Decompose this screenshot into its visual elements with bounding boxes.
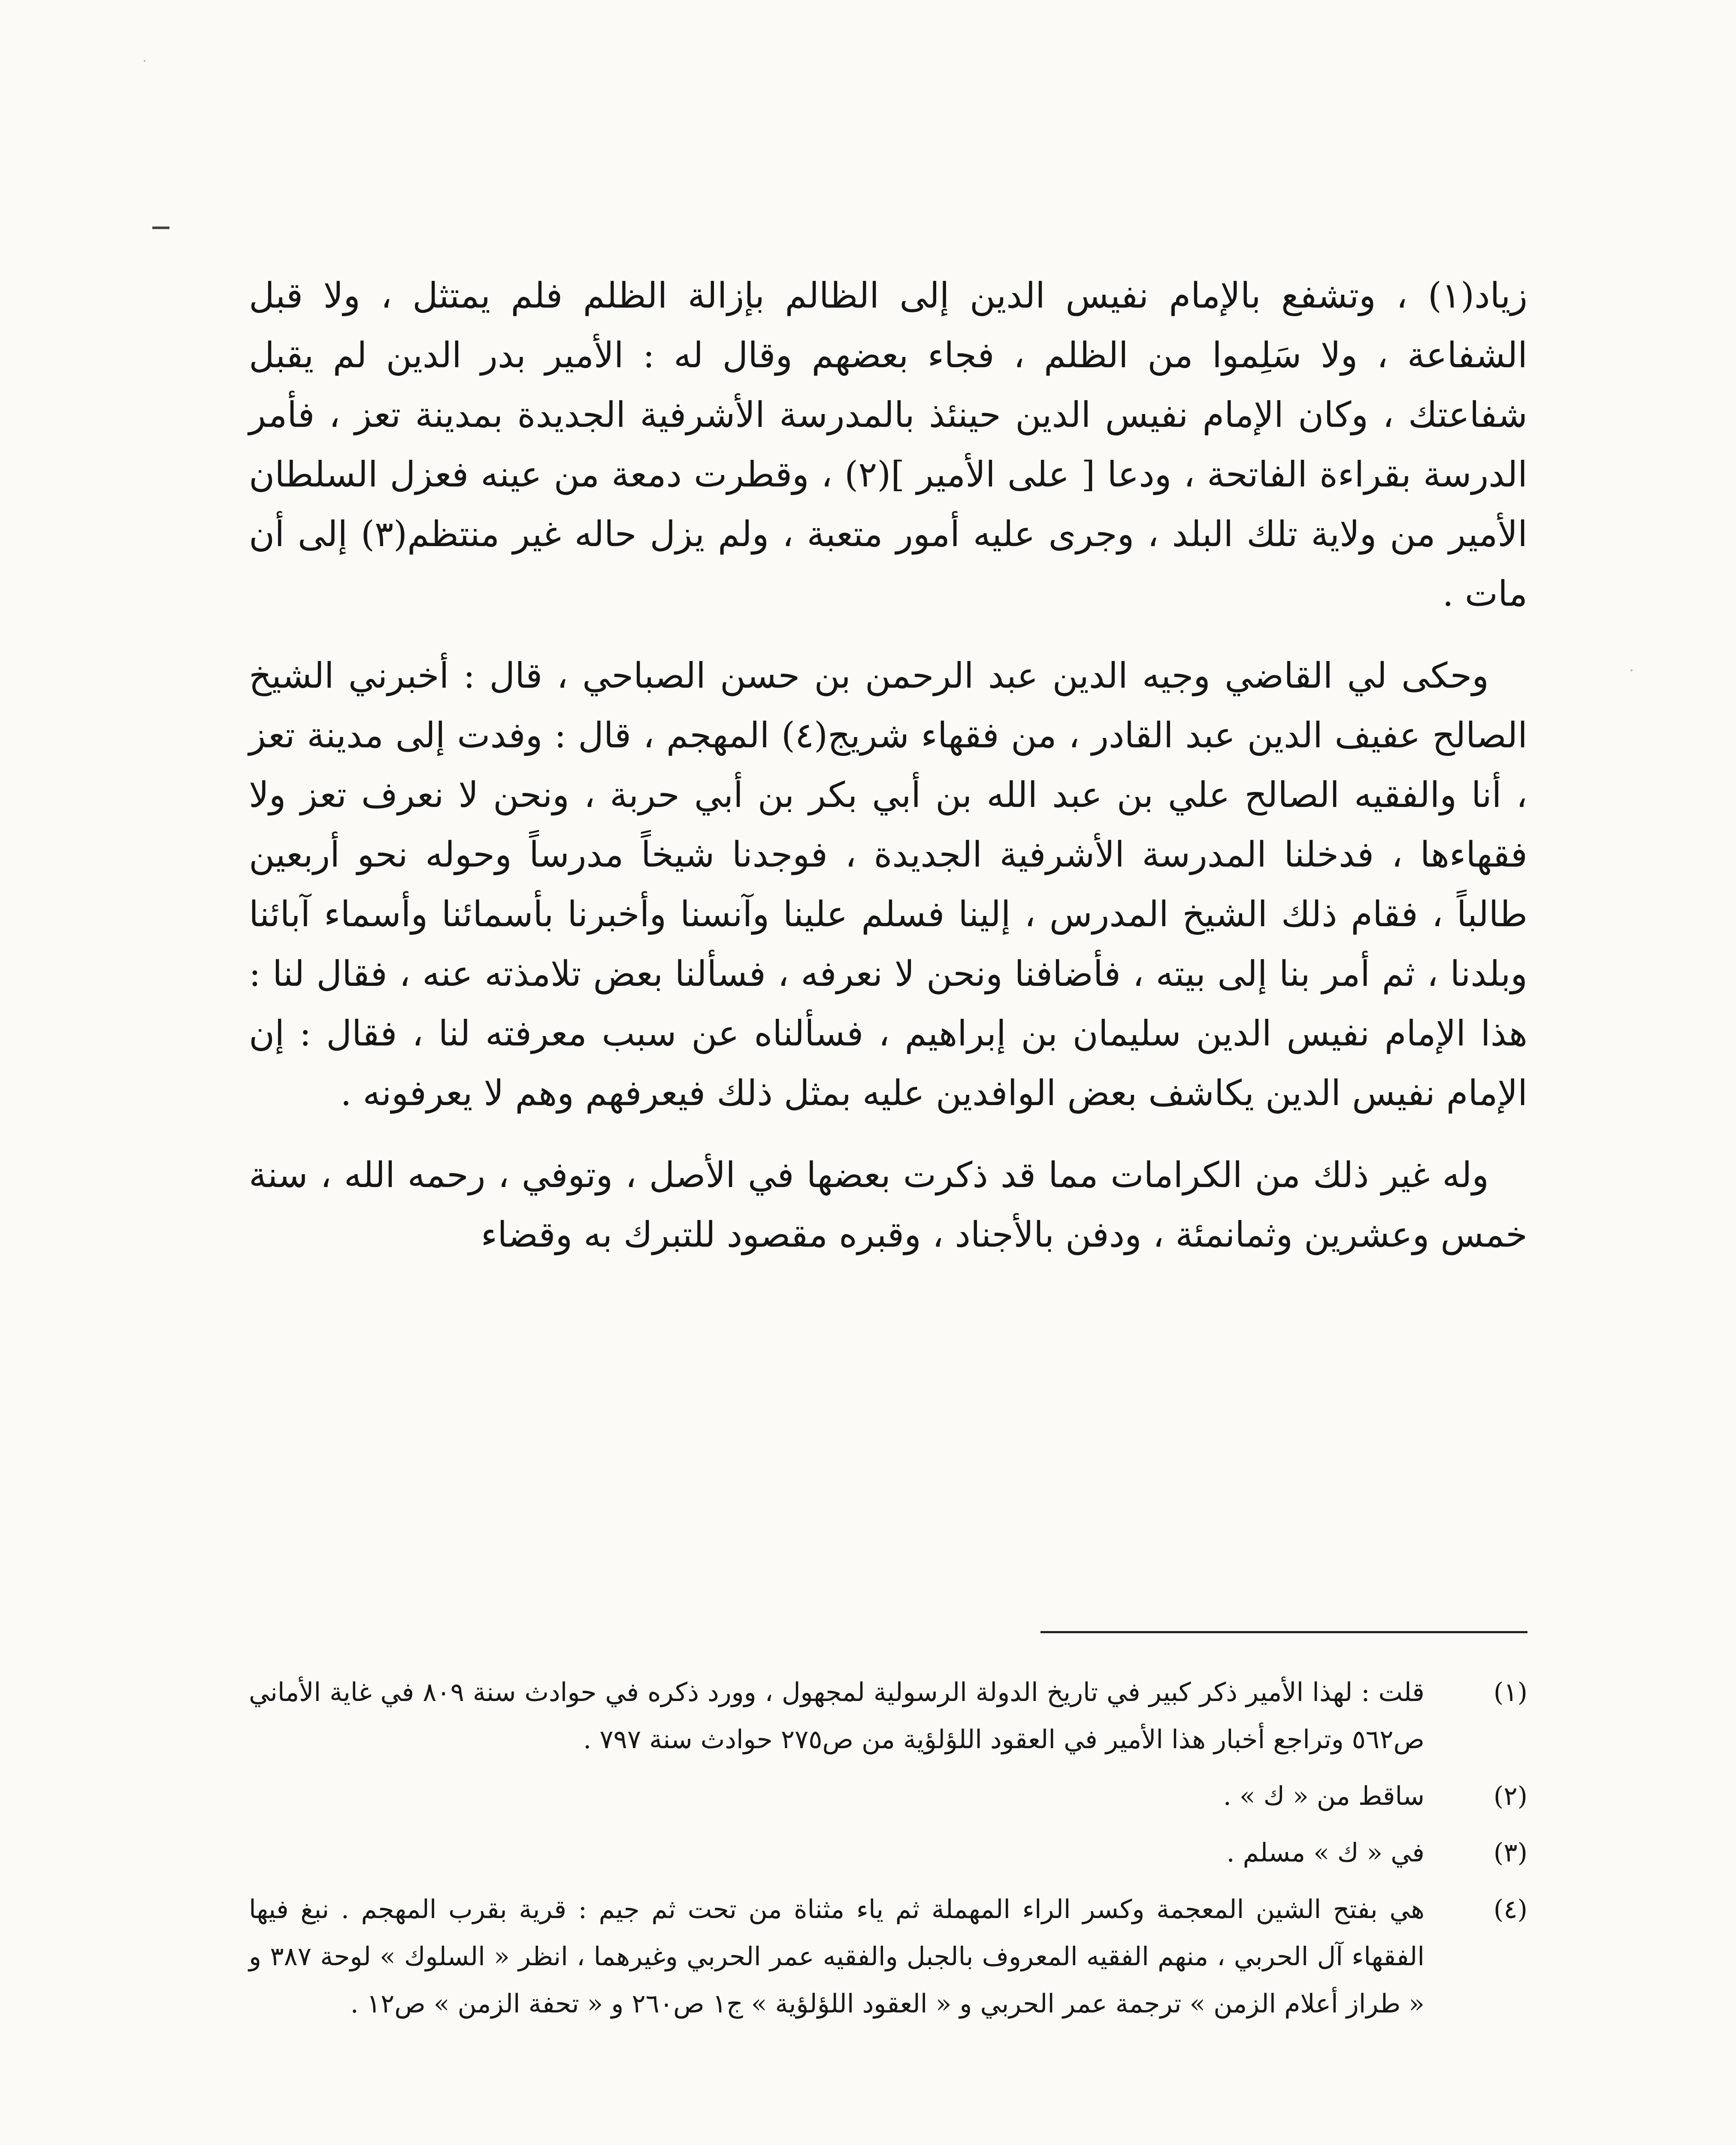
- footnote-text: ساقط من « ك » .: [1223, 1781, 1424, 1811]
- footnote-text: في « ك » مسلم .: [1226, 1838, 1424, 1868]
- footnote-text: قلت : لهذا الأمير ذكر كبير في تاريخ الدولة الرسولية لمجهول ، وورد ذكره في حوادث سنة ٨٠٩ في غاية الأماني ص٥٦٢ وتراجع أخبار هذا الأمير في العقود اللؤلؤية من ص٢٧٥ حوادث سنة ٧٩٧ .: [249, 1677, 1424, 1755]
- margin-dash: [152, 227, 169, 229]
- footnote: [249, 1773, 1527, 1820]
- footnotes: [249, 1669, 1527, 2037]
- footnote-divider: [1040, 1631, 1527, 1633]
- footnote-number: (٣): [1493, 1838, 1527, 1868]
- footnote-number: (٤): [1493, 1894, 1527, 1924]
- paragraph: زياد(١) ، وتشفع بالإمام نفيس الدين إلى الظالم بإزالة الظلم فلم يمتثل ، ولا قبل الشفاعة ، ولا سَلِموا من الظلم ، فجاء بعضهم وقال له : الأمير بدر الدين لم يقبل شفاعتك ، وكان الإمام نفيس الدين حينئذ بالمدرسة الأشرفية الجديدة بمدينة تعز ، فأمر الدرسة بقراءة الفاتحة ، ودعا [ على الأمير ](٢) ، وقطرت دمعة من عينه فعزل السلطان الأمير من ولاية تلك البلد ، وجرى عليه أمور متعبة ، ولم يزل حاله غير منتظم(٣) إلى أن مات .: [249, 275, 1528, 614]
- paragraph: وحكى لي القاضي وجيه الدين عبد الرحمن بن حسن الصباحي ، قال : أخبرني الشيخ الصالح عفيف الدين عبد القادر ، من فقهاء شريج(٤) المهجم ، قال : وفدت إلى مدينة تعز ، أنا والفقيه الصالح علي بن عبد الله بن أبي بكر بن أبي حربة ، ونحن لا نعرف تعز ولا فقهاءها ، فدخلنا المدرسة الأشرفية الجديدة ، فوجدنا شيخاً مدرساً وحوله نحو أربعين طالباً ، فقام ذلك الشيخ المدرس ، إلينا فسلم علينا وآنسنا وأخبرنا بأسمائنا وأسماء آبائنا وبلدنا ، ثم أمر بنا إلى بيته ، فأضافنا ونحن لا نعرفه ، فسألنا بعض تلامذته عنه ، فقال لنا : هذا الإمام نفيس الدين سليمان بن إبراهيم ، فسألناه عن سبب معرفته لنا ، فقال : إن الإمام نفيس الدين يكاشف بعض الوافدين عليه بمثل ذلك فيعرفهم وهم لا يعرفونه .: [249, 656, 1527, 1114]
- footnote: [249, 1669, 1527, 1763]
- paragraph: وله غير ذلك من الكرامات مما قد ذكرت بعضها في الأصل ، وتوفي ، رحمه الله ، سنة خمس وعشرين وثمانمئة ، ودفن بالأجناد ، وقبره مقصود للتبرك به وقضاء: [249, 1155, 1527, 1255]
- scan-speck: [144, 60, 145, 62]
- main-text: [249, 266, 1527, 1287]
- footnote-text: هي بفتح الشين المعجمة وكسر الراء المهملة ثم ياء مثناة من تحت ثم جيم : قرية بقرب المهجم . نبغ فيها الفقهاء آل الحربي ، منهم الفقيه المعروف بالجبل والفقيه عمر الحربي وغيرهما ، انظر « السلوك » لوحة ٣٨٧ و « طراز أعلام الزمن » ترجمة عمر الحربي و « العقود اللؤلؤية » ج١ ص٢٦٠ و « تحفة الزمن » ص١٢ .: [249, 1894, 1425, 2019]
- footnote: [249, 1829, 1527, 1876]
- footnote-number: (١): [1493, 1677, 1527, 1707]
- scan-speck: [1630, 669, 1633, 671]
- footnote: [249, 1886, 1527, 2027]
- footnote-number: (٢): [1493, 1781, 1527, 1811]
